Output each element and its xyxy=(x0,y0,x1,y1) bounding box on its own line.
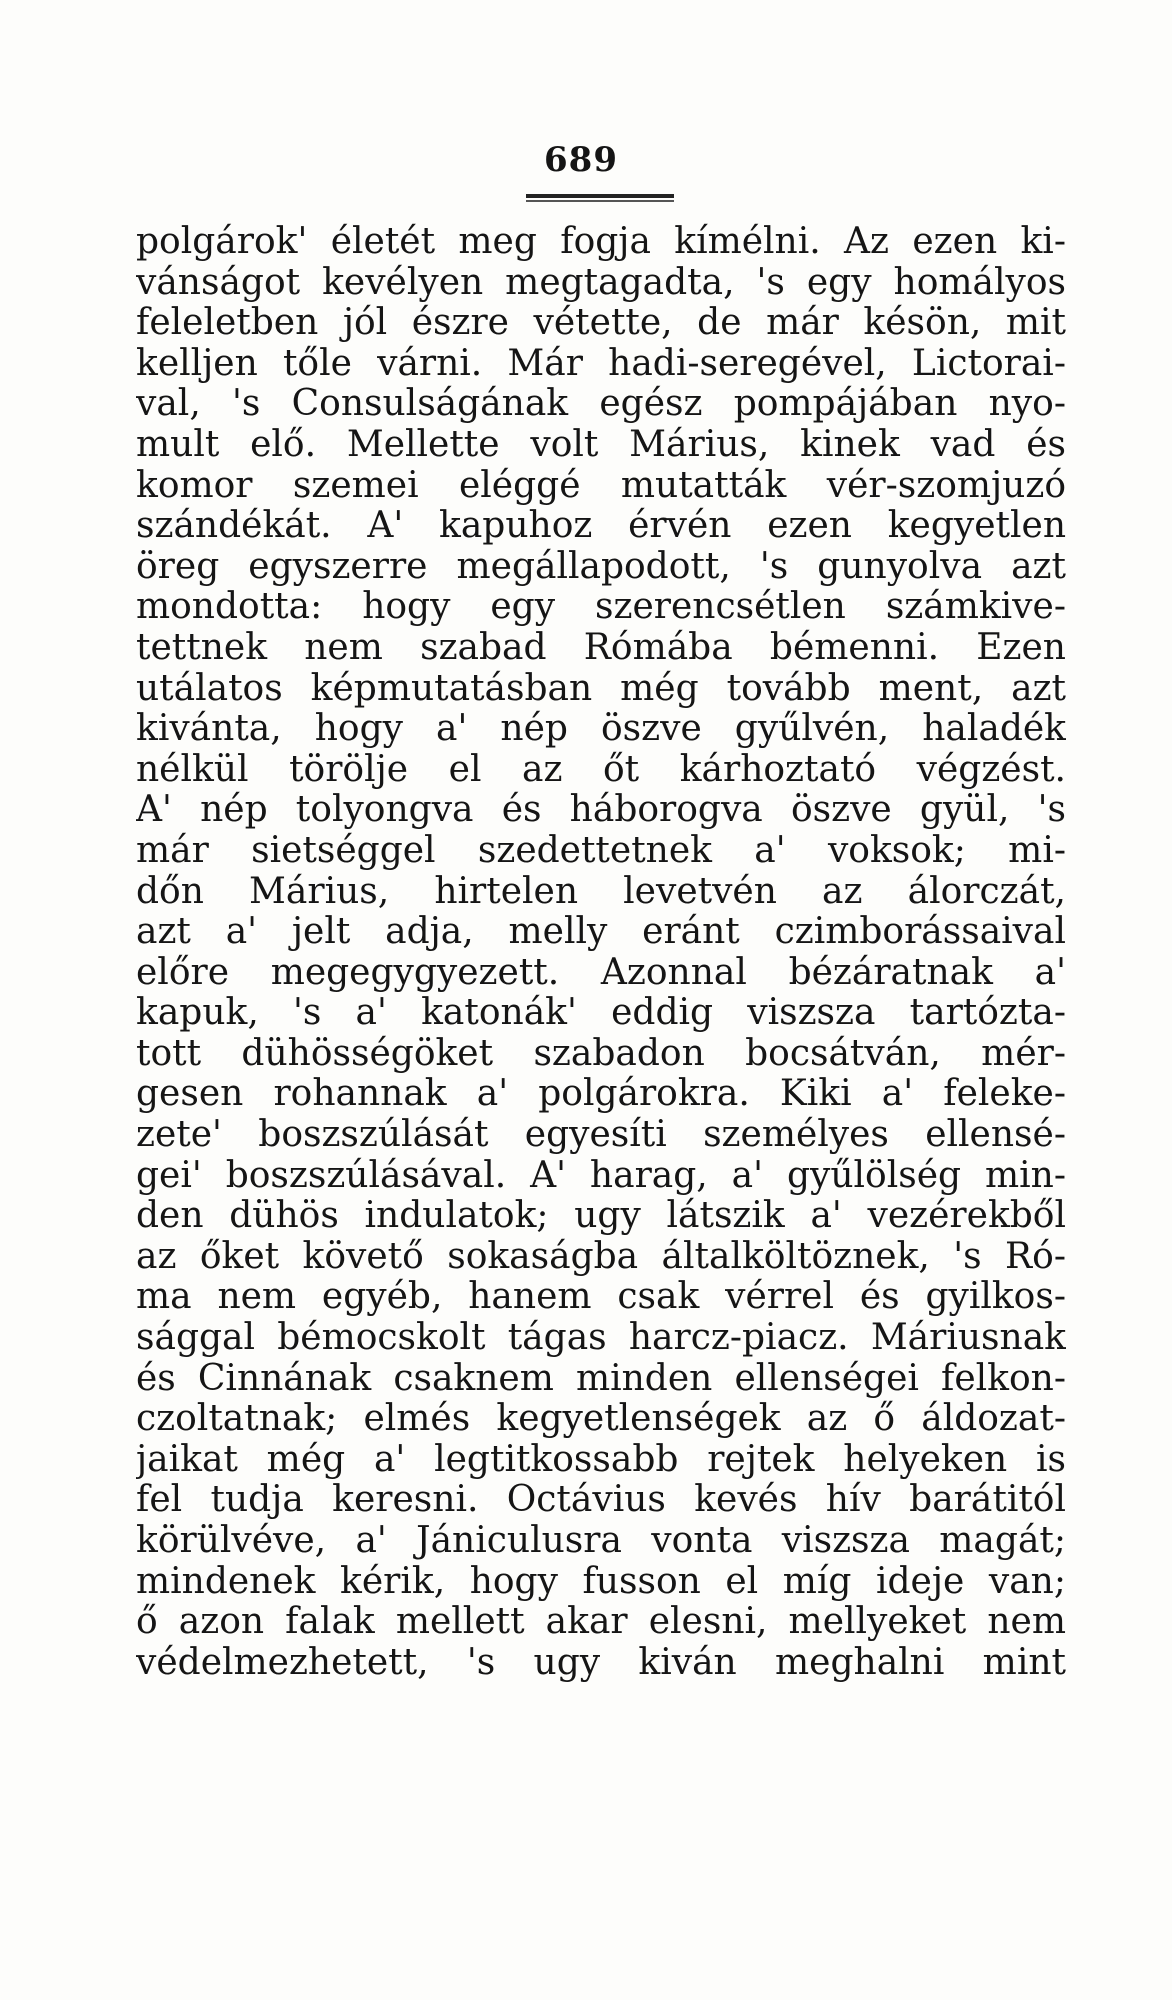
text-line: és Cinnának csaknem minden ellenségei felkon- xyxy=(136,1358,1066,1399)
text-line: val, 's Consulságának egész pompájában nyo- xyxy=(136,384,1066,425)
text-line: azt a' jelt adja, melly eránt czimborássaival xyxy=(136,912,1066,953)
text-line: az őket követő sokaságba általköltöznek, 's Ró- xyxy=(136,1236,1066,1277)
text-line: feleletben jól észre vétette, de már késön, mit xyxy=(136,303,1066,344)
text-line: zete' boszszúlását egyesíti személyes ellensé- xyxy=(136,1115,1066,1156)
text-line: utálatos képmutatásban még tovább ment, azt xyxy=(136,668,1066,709)
text-line: gesen rohannak a' polgárokra. Kiki a' feleke- xyxy=(136,1074,1066,1115)
text-line: körülvéve, a' Jániculusra vonta viszsza magát; xyxy=(136,1521,1066,1561)
text-line: sággal bémocskolt tágas harcz-piacz. Máriusnak xyxy=(136,1318,1066,1359)
text-line: öreg egyszerre megállapodott, 's gunyolva azt xyxy=(136,546,1066,587)
text-line: mult elő. Mellette volt Márius, kinek vad és xyxy=(136,424,1066,465)
text-line: mondotta: hogy egy szerencsétlen számkive- xyxy=(136,587,1066,628)
text-line: jaikat még a' legtitkossabb rejtek helyeken is xyxy=(136,1439,1066,1480)
text-line: védelmezhetett, 's ugy kiván meghalni mint xyxy=(136,1642,1066,1683)
text-line: den dühös indulatok; ugy látszik a' vezérekből xyxy=(136,1196,1066,1237)
text-line: A' nép tolyongva és háborogva öszve gyül, 's xyxy=(136,790,1066,831)
page-number: 689 xyxy=(544,140,618,180)
text-line: előre megegygyezett. Azonnal bézáratnak a' xyxy=(136,952,1066,993)
text-line: mindenek kérik, hogy fusson el míg ideje van; xyxy=(136,1561,1066,1602)
text-line: szándékát. A' kapuhoz érvén ezen kegyetlen xyxy=(136,506,1066,547)
text-line: polgárok' életét meg fogja kímélni. Az ezen ki- xyxy=(136,222,1066,262)
text-line: tettnek nem szabad Rómába bémenni. Ezen xyxy=(136,627,1066,668)
text-line: komor szemei eléggé mutatták vér-szomjuzó xyxy=(136,465,1066,506)
header-rule xyxy=(526,194,674,203)
body-text xyxy=(136,222,1066,1683)
text-line: ma nem egyéb, hanem csak vérrel és gyilkos- xyxy=(136,1277,1066,1318)
text-line: kelljen tőle várni. Már hadi-seregével, Lictorai- xyxy=(136,343,1066,384)
text-line: nélkül törölje el az őt kárhoztató végzést. xyxy=(136,749,1066,790)
text-line: gei' boszszúlásával. A' harag, a' gyűlölség min- xyxy=(136,1155,1066,1196)
text-line: kivánta, hogy a' nép öszve gyűlvén, haladék xyxy=(136,709,1066,750)
text-line: czoltatnak; elmés kegyetlenségek az ő áldozat- xyxy=(136,1399,1066,1440)
text-line: dőn Márius, hirtelen levetvén az álorczát, xyxy=(136,871,1066,912)
text-line: kapuk, 's a' katonák' eddig viszsza tartózta- xyxy=(136,993,1066,1034)
text-line: ő azon falak mellett akar elesni, mellyeket nem xyxy=(136,1602,1066,1643)
text-line: vánságot kevélyen megtagadta, 's egy homályos xyxy=(136,262,1066,303)
text-line: fel tudja keresni. Octávius kevés hív barátitól xyxy=(136,1480,1066,1521)
text-line: tott dühösségöket szabadon bocsátván, mér- xyxy=(136,1033,1066,1074)
text-line: már sietséggel szedettetnek a' voksok; mi- xyxy=(136,830,1066,871)
